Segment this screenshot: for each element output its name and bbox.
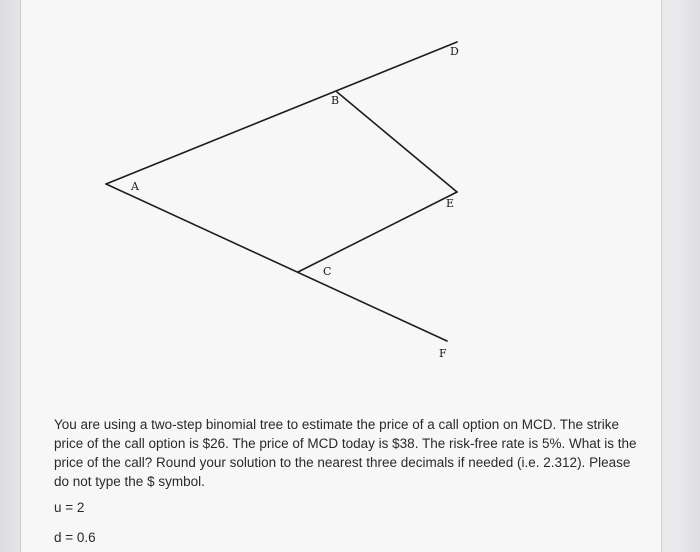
param-u: u = 2 [54, 500, 85, 515]
node-e-label: E [446, 197, 455, 210]
param-d: d = 0.6 [54, 530, 96, 545]
node-c-label: C [323, 265, 332, 278]
node-b-label: B [331, 94, 340, 107]
question-text: You are using a two-step binomial tree to estimate the price of a call option on MCD. The strike price of the call option is $26. The price of MCD today is $38. The risk-free rate is 5%. What is the price of the call? Round your solution to the nearest three decimals if needed (i.e. 2.312). Please do not type the $ symbol. [54, 417, 637, 489]
edge-c-e [298, 192, 457, 272]
node-a-label: A [131, 180, 139, 193]
edge-b-e [337, 92, 457, 192]
node-d-label: D [450, 45, 459, 58]
edge-a-f [106, 184, 447, 341]
edge-a-d [106, 42, 457, 184]
node-f-label: F [439, 347, 447, 360]
